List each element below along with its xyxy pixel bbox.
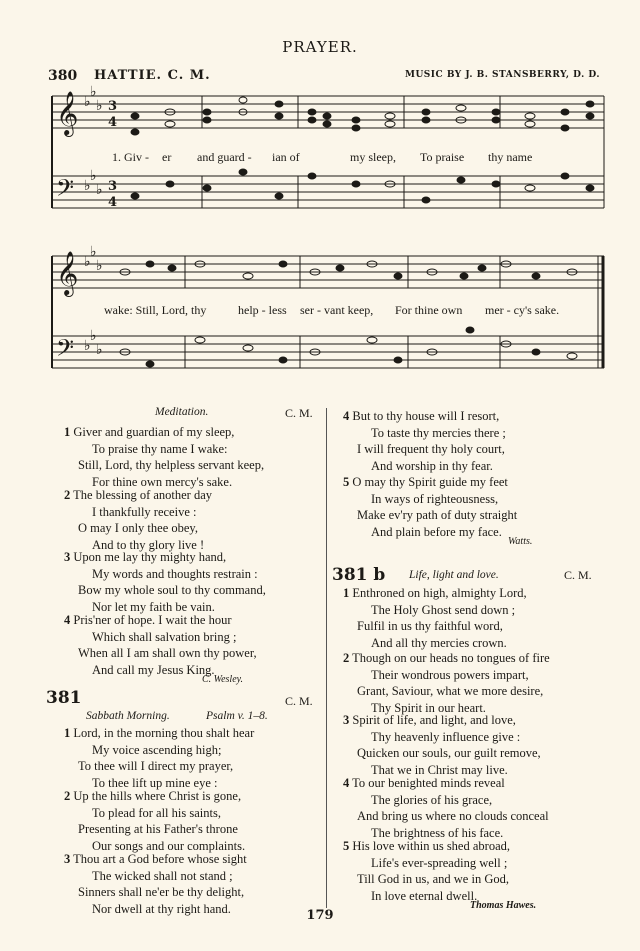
music-lyric: wake: Still, Lord, thy	[104, 303, 207, 317]
verse: 3 Spirit of life, and light, and love, Thy heavenly influence give : Quicken our souls, our guilt remove, That we in Christ may live.	[343, 713, 541, 777]
hymn-meter: C. M.	[285, 694, 313, 708]
music-lyric: er	[162, 150, 172, 164]
svg-text:3: 3	[108, 179, 118, 194]
hymn-title: Meditation.	[155, 406, 209, 418]
verse: 1 Lord, in the morning thou shalt hear My voice ascending high; To thee will I direct my prayer, To thee lift up mine eye :	[64, 726, 255, 790]
hymn-number: 381 b	[332, 565, 386, 585]
tune-name: HATTIE. C. M.	[94, 68, 211, 83]
svg-text:♭: ♭	[84, 94, 91, 110]
hymn-psalm: Psalm v. 1–8.	[206, 710, 268, 722]
hymn-author: Watts.	[508, 536, 533, 547]
music-lyric: thy name	[488, 150, 533, 164]
verse: 4 Pris'ner of hope. I wait the hour Which shall salvation bring ; When all I am shall own thy power, And call my Jesus King.	[64, 613, 257, 677]
svg-text:♭: ♭	[90, 244, 97, 260]
music-lyric: and guard -	[197, 150, 252, 164]
svg-text:3: 3	[108, 99, 118, 114]
hymn-number: 381	[46, 688, 82, 708]
verse: 4 But to thy house will I resort, To taste thy mercies there ; I will frequent thy holy court, And worship in thy fear.	[343, 409, 506, 473]
column-divider	[326, 408, 327, 908]
verse: 3 Thou art a God before whose sight The wicked shall not stand ; Sinners shall ne'er be thy delight, Nor dwell at thy right hand.	[64, 852, 247, 916]
verse: 2 The blessing of another day I thankfully receive : O may I only thee obey, And to thy glory live !	[64, 488, 213, 552]
verse: 2 Up the hills where Christ is gone, To plead for all his saints, Presenting at his Father's throne Our songs and our complaints.	[64, 789, 246, 853]
svg-text:♭: ♭	[90, 328, 97, 344]
page-number: 179	[306, 908, 334, 923]
verse: 2 Though on our heads no tongues of fire Their wondrous powers impart, Grant, Saviour, what we more desire, Thy Spirit in our heart.	[343, 651, 550, 715]
music-lyric: 1. Giv -	[112, 150, 149, 164]
verse: 4 To our benighted minds reveal The glories of his grace, And bring us where no clouds conceal The brightness of his face.	[343, 776, 549, 840]
svg-text:4: 4	[108, 115, 118, 130]
hymn-meter: C. M.	[285, 406, 313, 420]
svg-text:♭: ♭	[84, 254, 91, 270]
hymn-number: 380	[48, 68, 78, 84]
svg-text:♭: ♭	[96, 182, 103, 198]
treble-clef-icon: 𝄞	[56, 91, 79, 135]
svg-text:♭: ♭	[96, 342, 103, 358]
verse: 3 Upon me lay thy mighty hand, My words and thoughts restrain : Bow my whole soul to thy command, Nor let my faith be vain.	[64, 550, 266, 614]
hymn-title: Sabbath Morning.	[86, 710, 170, 722]
music-lyric: help - less	[238, 303, 287, 317]
verse: 5 His love within us shed abroad, Life's ever-spreading well ; Till God in us, and we in God, In love eternal dwell.	[343, 839, 510, 903]
music-lyric: my sleep,	[350, 150, 396, 164]
music-lyric: ser - vant keep,	[300, 303, 374, 317]
bass-clef-icon: 𝄢	[56, 334, 75, 367]
music-lyric: mer - cy's sake.	[485, 303, 560, 317]
bass-clef-icon: 𝄢	[56, 174, 75, 207]
hymn-meter: C. M.	[564, 568, 592, 582]
music-lyric: For thine own	[395, 303, 463, 317]
svg-text:♭: ♭	[96, 258, 103, 274]
verse: 1 Giver and guardian of my sleep, To praise thy name I wake: Still, Lord, thy helpless servant keep, For thine own mercy's sake.	[64, 425, 265, 489]
music-score	[0, 0, 640, 400]
treble-clef-icon: 𝄞	[56, 251, 79, 295]
music-credit: MUSIC BY J. B. STANSBERRY, D. D.	[405, 70, 600, 80]
svg-text:♭: ♭	[90, 84, 97, 100]
svg-text:♭: ♭	[90, 168, 97, 184]
svg-text:♭: ♭	[96, 98, 103, 114]
music-lyric: To praise	[420, 150, 465, 164]
hymn-author: Thomas Hawes.	[470, 900, 537, 911]
verse: 5 O may thy Spirit guide my feet In ways of righteousness, Make ev'ry path of duty straight And plain before my face.	[343, 475, 518, 539]
page-header: PRAYER.	[282, 38, 358, 56]
svg-text:♭: ♭	[84, 178, 91, 194]
svg-text:4: 4	[108, 195, 118, 210]
music-lyric: ian of	[272, 150, 300, 164]
verse: 1 Enthroned on high, almighty Lord, The Holy Ghost send down ; Fulfil in us thy faithful word, And all thy mercies crown.	[343, 586, 527, 650]
key-signature-flats	[84, 84, 103, 358]
svg-text:♭: ♭	[84, 338, 91, 354]
hymn-title: Life, light and love.	[409, 569, 499, 581]
hymn-author: C. Wesley.	[202, 674, 244, 685]
